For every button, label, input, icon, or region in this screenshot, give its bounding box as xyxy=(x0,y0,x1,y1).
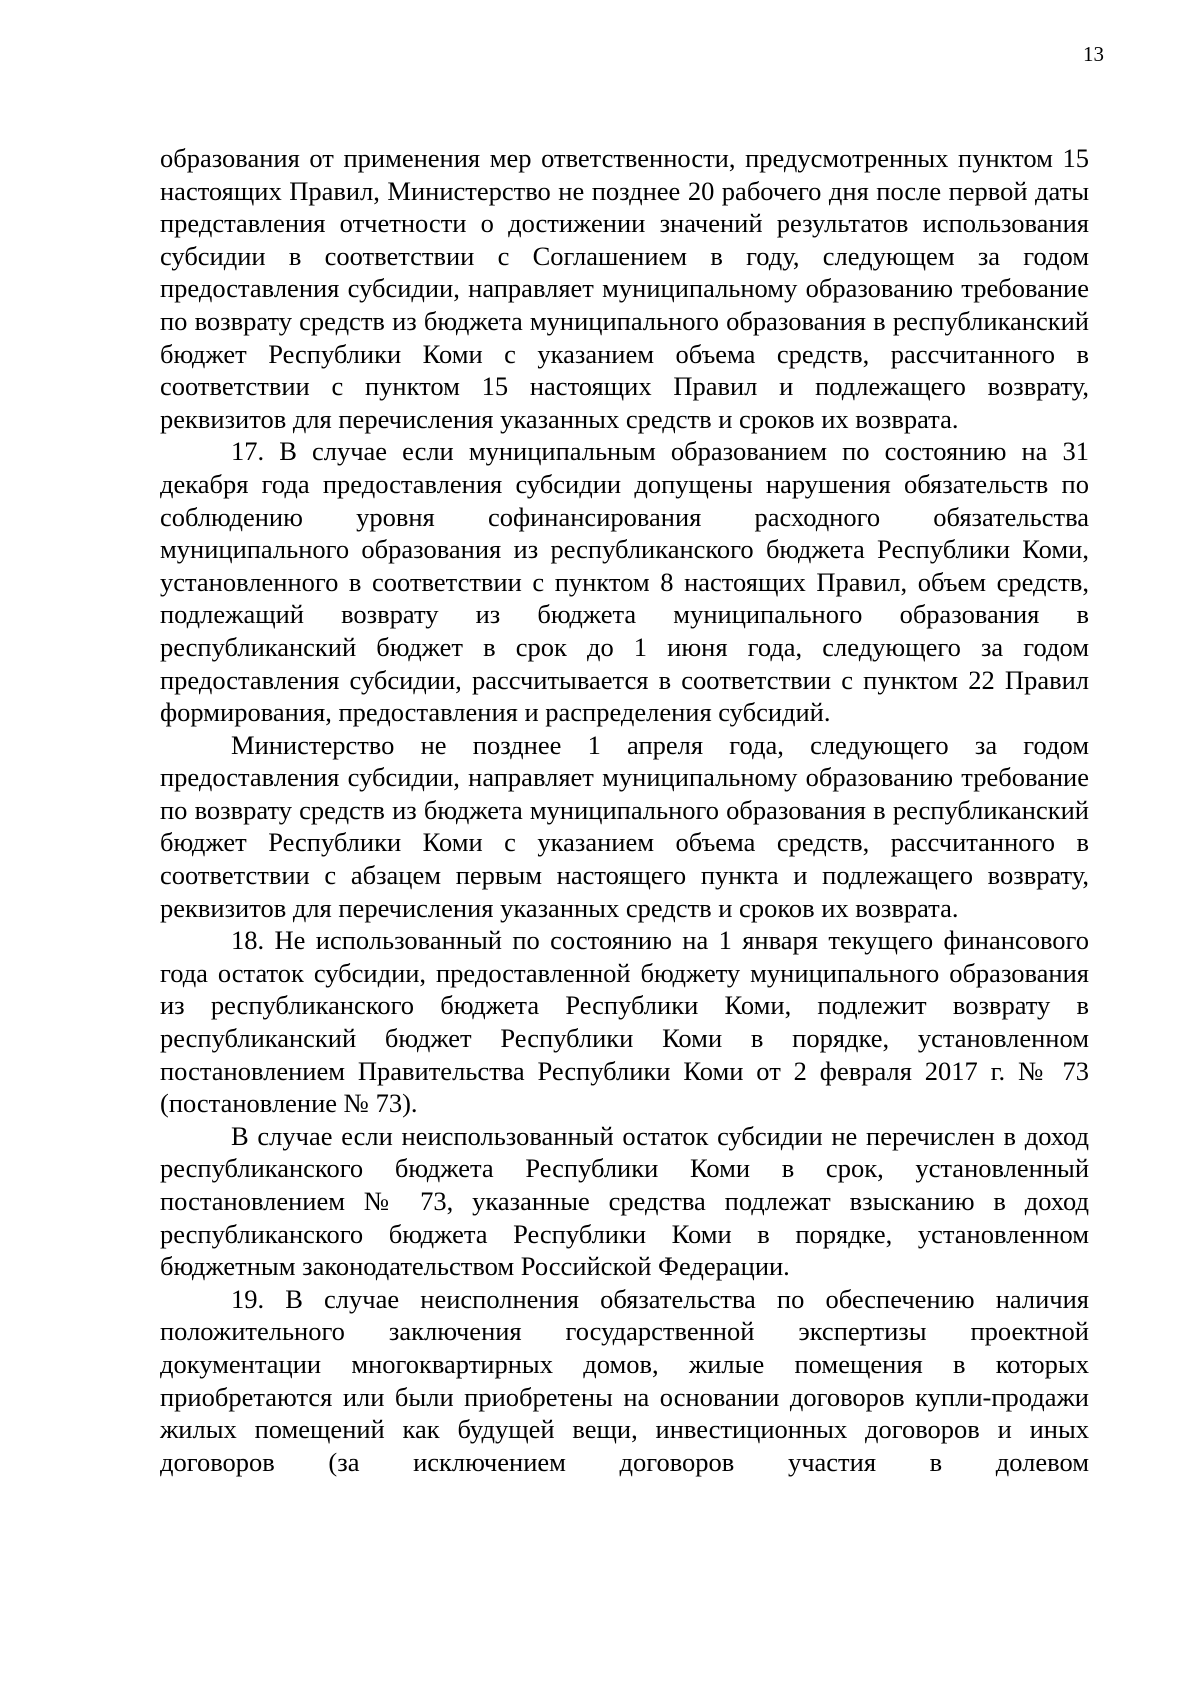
paragraph-16-continuation: образования от применения мер ответственности, предусмотренных пунктом 15 настоящих Правил, Министерство не позднее 20 рабочего дня после первой даты представления отчетности о достижении значений результатов использования субсидии в соответствии с Соглашением в году, следующем за годом предоставления субсидии, направляет муниципальному образованию требование по возврату средств из бюджета муниципального образования в республиканский бюджет Республики Коми с указанием объема средств, рассчитанного в соответствии с пунктом 15 настоящих Правил и подлежащего возврату, реквизитов для перечисления указанных средств и сроков их возврата. xyxy=(160,143,1089,434)
paragraph-17-second: Министерство не позднее 1 апреля года, следующего за годом предоставления субсидии, направляет муниципальному образованию требование по возврату средств из бюджета муниципального образования в республиканский бюджет Республики Коми с указанием объема средств, рассчитанного в соответствии с абзацем первым настоящего пункта и подлежащего возврату, реквизитов для перечисления указанных средств и сроков их возврата. xyxy=(160,729,1089,923)
paragraph-18: 18. Не использованный по состоянию на 1 января текущего финансового года остаток субсидии, предоставленной бюджету муниципального образования из республиканского бюджета Республики Коми, подлежит возврату в республиканский бюджет Республики Коми в порядке, установленном постановлением Правительства Республики Коми от 2 февраля 2017 г. № 73 (постановление № 73). xyxy=(160,925,1089,1119)
page-number: 13 xyxy=(1083,42,1104,66)
paragraph-18-second: В случае если неиспользованный остаток субсидии не перечислен в доход республиканского бюджета Республики Коми в срок, установленный постановлением № 73, указанные средства подлежат взысканию в доход республиканского бюджета Республики Коми в порядке, установленном бюджетным законодательством Российской Федерации. xyxy=(160,1120,1089,1282)
paragraph-19: 19. В случае неисполнения обязательства по обеспечению наличия положительного заключения государственной экспертизы проектной документации многоквартирных домов, жилые помещения в которых приобретаются или были приобретены на основании договоров купли-продажи жилых помещений как будущей вещи, инвестиционных договоров и иных договоров (за исключением договоров участия в долевом xyxy=(160,1283,1089,1477)
document-body xyxy=(160,142,1089,1478)
paragraph-17: 17. В случае если муниципальным образованием по состоянию на 31 декабря года предоставления субсидии допущены нарушения обязательств по соблюдению уровня софинансирования расходного обязательства муниципального образования из республиканского бюджета Республики Коми, установленного в соответствии с пунктом 8 настоящих Правил, объем средств, подлежащий возврату из бюджета муниципального образования в республиканский бюджет в срок до 1 июня года, следующего за годом предоставления субсидии, рассчитывается в соответствии с пунктом 22 Правил формирования, предоставления и распределения субсидий. xyxy=(160,436,1089,728)
